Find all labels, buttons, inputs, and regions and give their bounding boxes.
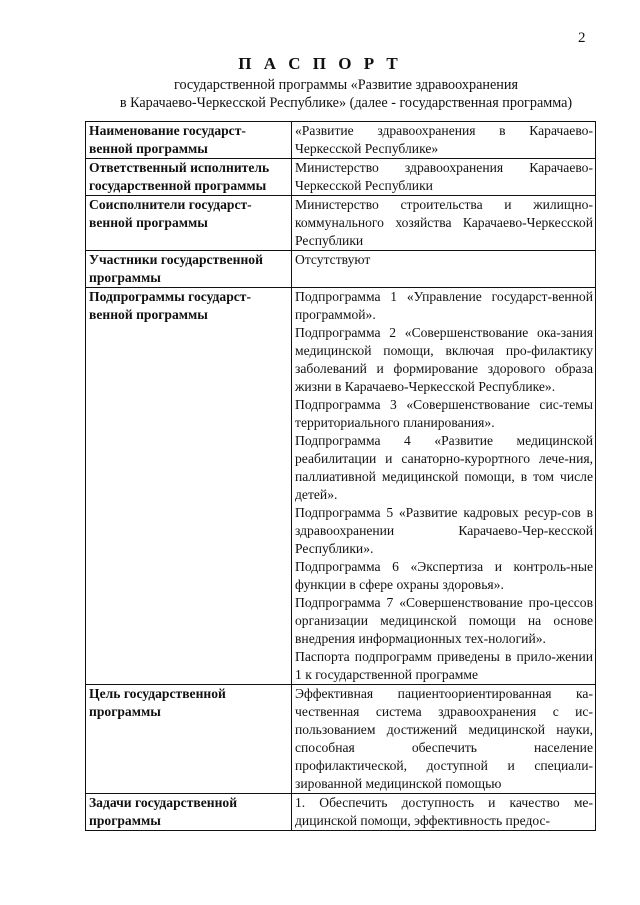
table-row [86, 794, 596, 831]
document-subtitle [92, 76, 600, 112]
table-row [86, 196, 596, 251]
subtitle-line-2: в Карачаево-Черкесской Республике» (далее - государственная программа) [119, 95, 573, 111]
row-label: Участники государственной программы [86, 251, 292, 288]
row-label: Задачи государственной программы [86, 794, 292, 831]
subprogram-item: Подпрограмма 2 «Совершенствование ока-зания медицинской помощи, включая про-филактику заболеваний и формирование здорового образа жизни в Карачаево-Черкесской Республике». [295, 325, 593, 394]
document-title: П А С П О Р Т [238, 54, 402, 73]
row-value: 1. Обеспечить доступность и качество ме-дицинской помощи, эффективность предос- [292, 794, 596, 831]
row-value: Эффективная пациентоориентированная ка-чественная система здравоохранения с ис-пользованием достижений медицинской науки, способная обеспечить население профилактической, доступной и специали-зированной медицинской помощью [292, 685, 596, 794]
row-label: Подпрограммы государст-венной программы [86, 288, 292, 685]
subprogram-item: Подпрограмма 1 «Управление государст-венной программой». [295, 289, 593, 322]
subprogram-item: Паспорта подпрограмм приведены в прило-жении 1 к государственной программе [295, 649, 593, 682]
table-row [86, 122, 596, 159]
subprogram-item: Подпрограмма 5 «Развитие кадровых ресур-сов в здравоохранении Карачаево-Чер-кесской Республики». [295, 505, 593, 556]
row-value: Министерство здравоохранения Карачаево-Черкесской Республики [292, 159, 596, 196]
subprogram-item: Подпрограмма 7 «Совершенствование про-цессов организации медицинской помощи на основе внедрения информационных тех-нологий». [295, 595, 593, 646]
page-number: 2 [578, 30, 586, 46]
table-row [86, 685, 596, 794]
table-row [86, 159, 596, 196]
table-row [86, 288, 596, 685]
row-label: Соисполнители государст-венной программы [86, 196, 292, 251]
subprograms-list [292, 288, 596, 685]
row-value: «Развитие здравоохранения в Карачаево-Черкесской Республике» [292, 122, 596, 159]
passport-table [85, 121, 596, 831]
subprogram-item: Подпрограмма 3 «Совершенствование сис-темы территориального планирования». [295, 397, 593, 430]
table-row [86, 251, 596, 288]
row-label: Наименование государст-венной программы [86, 122, 292, 159]
subprogram-item: Подпрограмма 6 «Экспертиза и контроль-ные функции в сфере охраны здоровья». [295, 559, 593, 592]
subprogram-item: Подпрограмма 4 «Развитие медицинской реабилитации и санаторно-курортного лече-ния, паллиативной медицинской помощи, в том числе детей». [295, 433, 593, 502]
row-value: Отсутствуют [292, 251, 596, 288]
subtitle-line-1: государственной программы «Развитие здравоохранения [174, 77, 518, 93]
row-label: Цель государственной программы [86, 685, 292, 794]
row-label: Ответственный исполнитель государственной программы [86, 159, 292, 196]
row-value: Министерство строительства и жилищно-коммунального хозяйства Карачаево-Черкесской Республики [292, 196, 596, 251]
